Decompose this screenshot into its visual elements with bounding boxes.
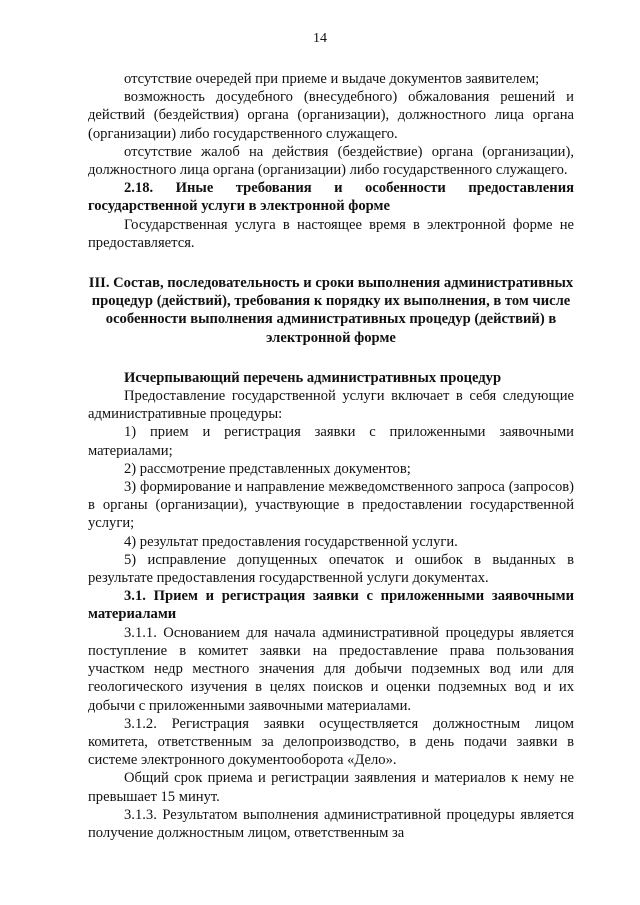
page-number: 14 — [313, 31, 327, 46]
page-content — [88, 70, 574, 842]
section-2-18-heading: 2.18. Иные требования и особенности предоставления государственной услуги в электронной форме — [88, 180, 574, 215]
paragraph-total-time: Общий срок приема и регистрации заявления и материалов к нему не превышает 15 минут. — [88, 770, 574, 805]
section-3-1-heading: 3.1. Прием и регистрация заявки с приложенными заявочными материалами — [88, 588, 574, 623]
paragraph-3-1-1: 3.1.1. Основанием для начала административной процедуры является поступление в комитет заявки на предоставление права пользования участком недр местного значения для добычи подземных вод или для геологического изучения в целях поисков и оценки подземных вод и их добычи с приложенными заявочными материалами. — [88, 624, 574, 714]
procedures-intro: Предоставление государственной услуги включает в себя следующие административные процедуры: — [88, 388, 574, 423]
paragraph-appeal-possibility: возможность досудебного (внесудебного) обжалования решений и действий (бездействия) органа (организации), должностного лица органа (организации) либо государственного служащего. — [88, 89, 574, 142]
section-2-18-text: Государственная услуга в настоящее время в электронной форме не предоставляется. — [88, 216, 574, 251]
paragraph-3-1-2: 3.1.2. Регистрация заявки осуществляется должностным лицом комитета, ответственным за делопроизводство, в день подачи заявки в системе электронного документооборота «Дело». — [88, 715, 574, 769]
paragraph-3-1-3: 3.1.3. Результатом выполнения административной процедуры является получение должностным лицом, ответственным за — [88, 806, 574, 841]
procedure-item: 5) исправление допущенных опечаток и ошибок в выданных в результате предоставления государственной услуги документах. — [88, 551, 574, 587]
paragraph-no-complaints: отсутствие жалоб на действия (бездействие) органа (организации), должностного лица органа (организации) либо государственного служащего. — [88, 143, 574, 179]
procedure-item: 3) формирование и направление межведомственного запроса (запросов) в органы (организации), участвующие в предоставлении государственной услуги; — [88, 479, 574, 532]
procedure-item: 1) прием и регистрация заявки с приложенными заявочными материалами; — [88, 424, 574, 459]
procedures-heading: Исчерпывающий перечень административных процедур — [124, 369, 502, 386]
procedure-item: 4) результат предоставления государственной услуги. — [124, 533, 458, 550]
paragraph-no-queues: отсутствие очередей при приеме и выдаче документов заявителем; — [124, 71, 540, 87]
section-3-title: III. Состав, последовательность и сроки выполнения административных процедур (действий), требования к порядку их выполнения, в том числе особенности выполнения административных процедур (действий) в электронной форме — [88, 275, 574, 346]
procedure-item: 2) рассмотрение представленных документов; — [124, 460, 411, 477]
